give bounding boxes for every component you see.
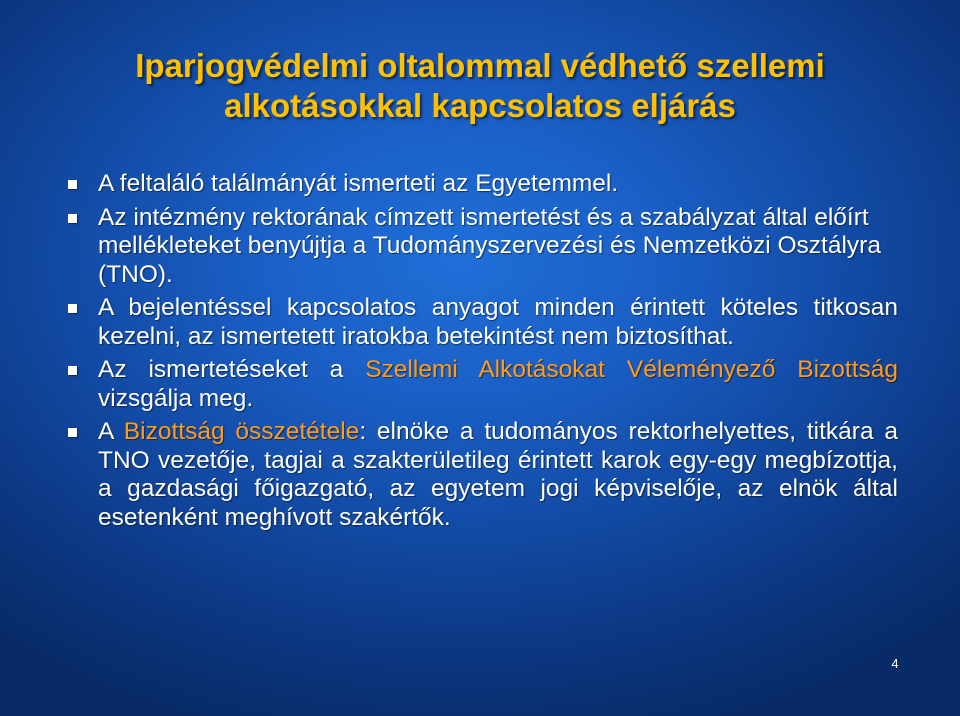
square-bullet-icon bbox=[68, 428, 77, 437]
slide-title: Iparjogvédelmi oltalommal védhető szellemi alkotásokkal kapcsolatos eljárás bbox=[135, 47, 825, 124]
bullet-item-5 bbox=[66, 418, 898, 532]
committee-composition-highlight: Bizottság összetétele bbox=[123, 418, 360, 445]
bullet-text-prefix: A bbox=[98, 418, 124, 445]
bullet-list bbox=[66, 170, 898, 537]
bullet-text-prefix: Az ismertetéseket a bbox=[98, 356, 366, 383]
bullet-item-2 bbox=[66, 204, 898, 290]
square-bullet-icon bbox=[68, 180, 77, 189]
square-bullet-icon bbox=[68, 214, 77, 223]
square-bullet-icon bbox=[68, 366, 77, 375]
bullet-text-suffix: : elnöke a tudományos rektorhelyettes, titkára a TNO vezetője, tagjai a szakterületileg érintett karok egy-egy megbízottja, a gazdasági főigazgató, az egyetem jogi képviselője, az elnök által esetenként meghívott szakértők. bbox=[98, 418, 899, 531]
bullet-text-suffix: vizsgálja meg. bbox=[98, 384, 254, 412]
bullet-text: Az intézmény rektorának címzett ismertetést és a szabályzat által előírt mellékleteket benyújtja a Tudományszervezési és Nemzetközi Osztályra (TNO). bbox=[98, 203, 881, 288]
bullet-item-1 bbox=[66, 170, 898, 199]
committee-name-highlight: Szellemi Alkotásokat Véleményező Bizottság bbox=[365, 356, 899, 383]
square-bullet-icon bbox=[68, 304, 77, 313]
bullet-text: A bejelentéssel kapcsolatos anyagot minden érintett köteles titkosan kezelni, az ismertetett iratokba betekintést nem biztosíthat. bbox=[98, 294, 898, 350]
bullet-item-4 bbox=[66, 356, 898, 413]
bullet-item-3 bbox=[66, 294, 898, 351]
page-number: 4 bbox=[891, 656, 899, 671]
bullet-text: A feltaláló találmányát ismerteti az Egyetemmel. bbox=[98, 170, 619, 197]
